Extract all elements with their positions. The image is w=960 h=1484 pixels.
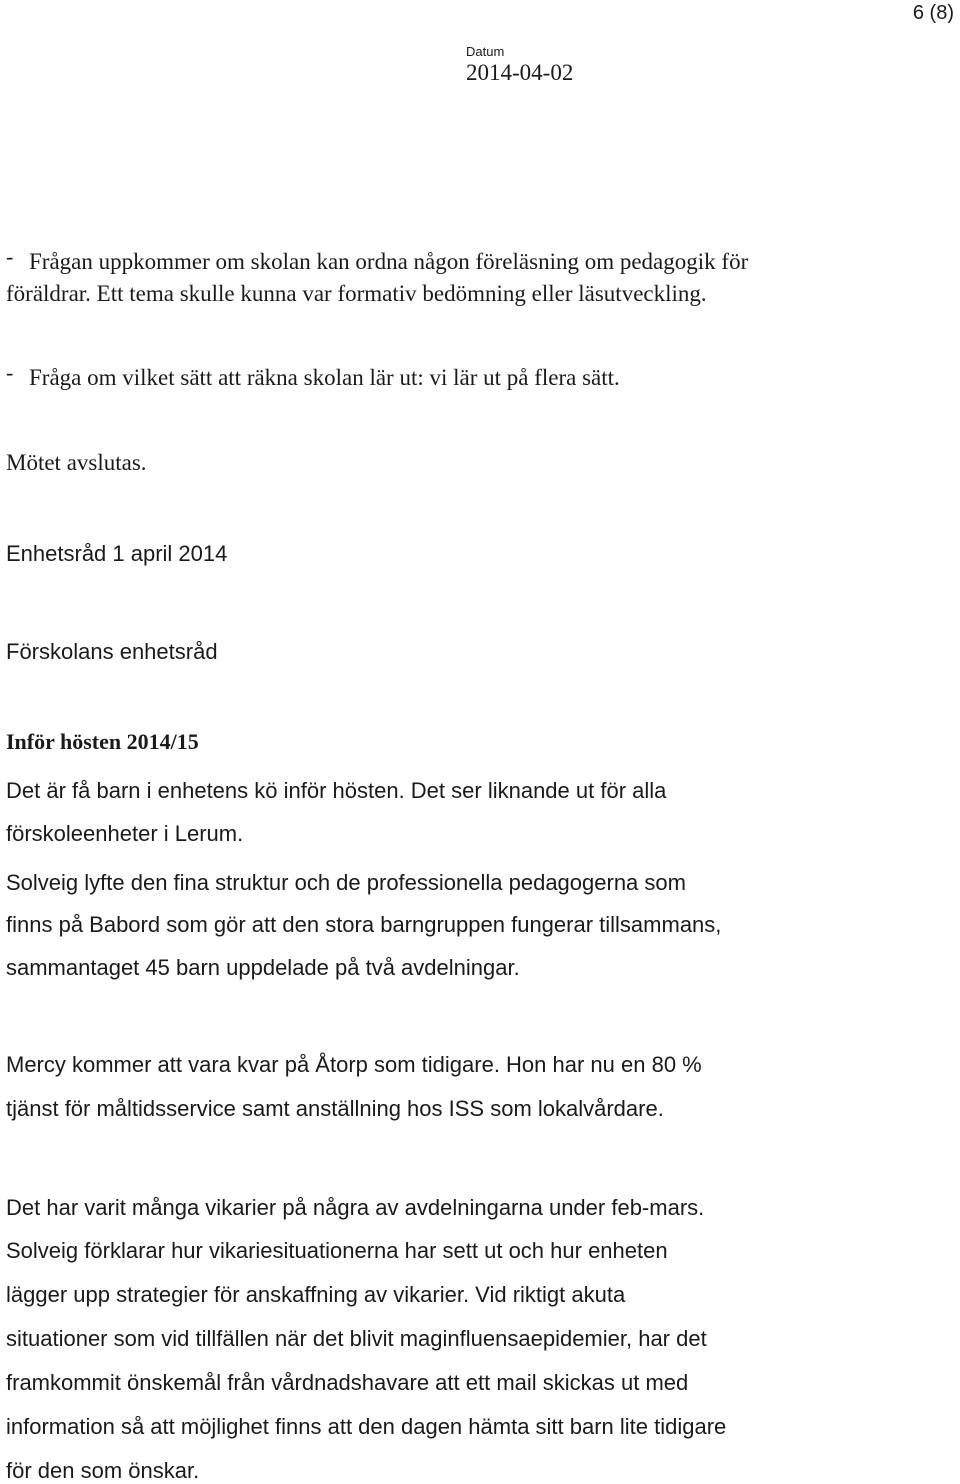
- paragraph-line: Det är få barn i enhetens kö inför hösten. Det ser liknande ut för alla: [6, 778, 667, 803]
- paragraph-line: Solveig förklarar hur vikariesituationerna har sett ut och hur enheten: [6, 1238, 668, 1263]
- bullet-text-line: Fråga om vilket sätt att räkna skolan lär ut: vi lär ut på flera sätt.: [29, 365, 620, 390]
- council-subtitle: Förskolans enhetsråd: [6, 639, 218, 664]
- council-title: Enhetsråd 1 april 2014: [6, 541, 228, 566]
- paragraph-line: förskoleenheter i Lerum.: [6, 821, 244, 846]
- bullet-dash: -: [6, 360, 14, 385]
- meeting-end-note: Mötet avslutas.: [6, 450, 147, 475]
- paragraph-line: lägger upp strategier för anskaffning av vikarier. Vid riktigt akuta: [6, 1282, 626, 1307]
- paragraph-line: Det har varit många vikarier på några av avdelningarna under feb-mars.: [6, 1195, 705, 1220]
- paragraph-line: situationer som vid tillfällen när det blivit maginfluensaepidemier, har det: [6, 1326, 707, 1351]
- paragraph-line: finns på Babord som gör att den stora barngruppen fungerar tillsammans,: [6, 912, 722, 937]
- paragraph-line: tjänst för måltidsservice samt anställning hos ISS som lokalvårdare.: [6, 1096, 664, 1121]
- paragraph-line: sammantaget 45 barn uppdelade på två avdelningar.: [6, 955, 520, 980]
- bullet-dash: -: [6, 244, 14, 269]
- paragraph-line: Mercy kommer att vara kvar på Åtorp som tidigare. Hon har nu en 80 %: [6, 1052, 702, 1077]
- section-heading: Inför hösten 2014/15: [6, 729, 199, 754]
- date-label: Datum: [466, 44, 505, 59]
- paragraph-line: Solveig lyfte den fina struktur och de professionella pedagogerna som: [6, 870, 686, 895]
- page-number: 6 (8): [912, 2, 954, 24]
- paragraph-line: för den som önskar.: [6, 1458, 200, 1483]
- date-value: 2014-04-02: [466, 60, 574, 85]
- paragraph-line: framkommit önskemål från vårdnadshavare att ett mail skickas ut med: [6, 1370, 689, 1395]
- paragraph-line: information så att möjlighet finns att den dagen hämta sitt barn lite tidigare: [6, 1414, 727, 1439]
- bullet-text-line: föräldrar. Ett tema skulle kunna var formativ bedömning eller läsutveckling.: [6, 281, 707, 306]
- bullet-text-line: Frågan uppkommer om skolan kan ordna någon föreläsning om pedagogik för: [29, 249, 749, 274]
